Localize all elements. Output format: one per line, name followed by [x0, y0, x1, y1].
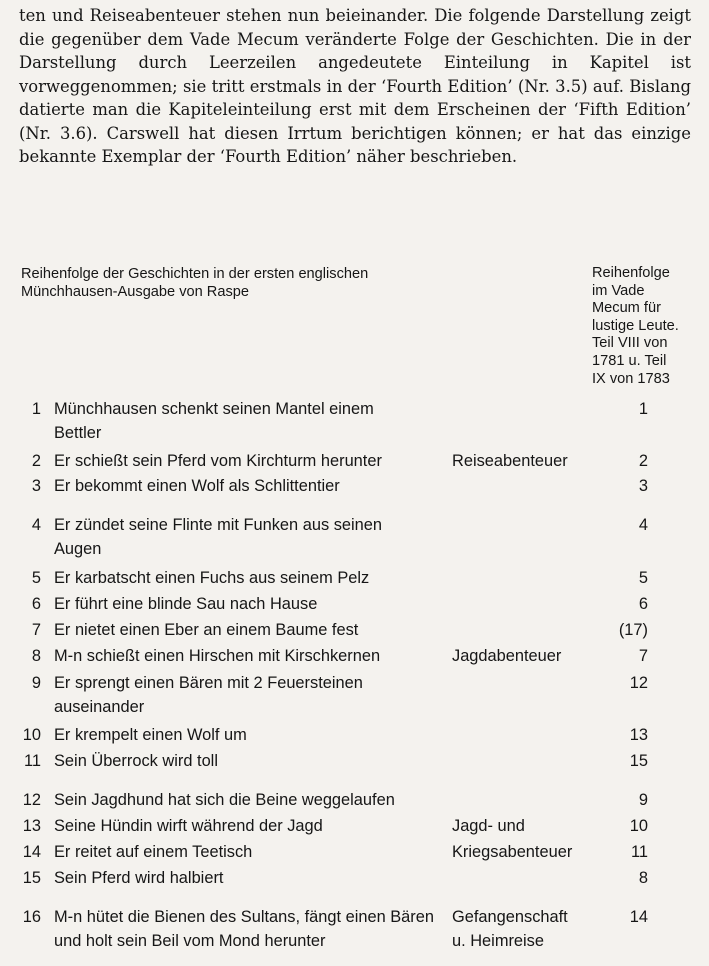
row-vm-number: 3	[638, 477, 648, 495]
row-title: Er sprengt einen Bären mit 2 Feuersteinen auseinander	[54, 674, 363, 716]
row-number: 4	[31, 516, 41, 534]
row-title: Er zündet seine Flinte mit Funken aus seinen Augen	[54, 516, 382, 558]
row-title: Er schießt sein Pferd vom Kirchturm herunter	[54, 452, 382, 470]
row-number: 11	[23, 752, 41, 770]
row-vm-number: 1	[638, 400, 648, 418]
column-header-left	[21, 265, 461, 301]
row-title: Seine Hündin wirft während der Jagd	[54, 817, 323, 835]
row-title: Sein Jagdhund hat sich die Beine weggelaufen	[54, 791, 395, 809]
row-vm-number: 8	[638, 869, 648, 887]
row-vm-number: 11	[630, 843, 648, 861]
row-number: 10	[22, 726, 41, 744]
row-category: Kriegsabenteuer	[452, 843, 573, 861]
row-title: Er bekommt einen Wolf als Schlittentier	[54, 477, 340, 495]
row-number: 1	[31, 400, 41, 418]
row-vm-number: 4	[638, 516, 648, 534]
row-category: Jagd- und	[452, 817, 525, 835]
row-number: 15	[22, 869, 41, 887]
row-number: 5	[31, 569, 41, 587]
row-number: 12	[22, 791, 41, 809]
row-vm-number: 2	[638, 452, 648, 470]
column-header-right-line: Teil VIII von	[592, 335, 668, 352]
column-header-left-line: Münchhausen-Ausgabe von Raspe	[21, 284, 249, 300]
row-vm-number: 6	[638, 595, 648, 613]
row-title: Er nietet einen Eber an einem Baume fest	[54, 621, 359, 639]
column-header-right-line: lustige Leute.	[592, 317, 679, 334]
row-number: 16	[22, 908, 41, 926]
row-title: Sein Überrock wird toll	[54, 752, 218, 770]
row-title: Er karbatscht einen Fuchs aus seinem Pelz	[54, 569, 370, 587]
column-header-right-line: Reihenfolge	[592, 265, 670, 281]
row-category: Reiseabenteuer	[452, 452, 568, 470]
row-number: 2	[31, 452, 41, 470]
column-header-right-line: IX von 1783	[592, 370, 670, 387]
row-number: 9	[31, 674, 41, 692]
row-number: 14	[22, 843, 41, 861]
row-vm-number: 14	[629, 908, 648, 926]
row-title: Er führt eine blinde Sau nach Hause	[54, 595, 318, 613]
row-vm-number: 12	[629, 674, 648, 692]
row-vm-number: 7	[638, 647, 648, 665]
intro-paragraph: ten und Reiseabenteuer stehen nun beieinander. Die folgende Darstellung zeigt die gegenüber dem Vade Mecum veränderte Folge der Geschichten. Die in der Darstellung durch Leerzeilen angedeutete Einteilung in Kapitel ist vorweggenommen; sie tritt erstmals in der ‘Fourth Edition’ (Nr. 3.5) auf. Bislang datierte man die Kapiteleinteilung erst mit dem Erscheinen der ‘Fifth Edition’ (Nr. 3.6). Carswell hat diesen Irrtum berichtigen können; er hat das einzige bekannte Exemplar der ‘Fourth Edition’ näher beschrieben.	[19, 6, 691, 166]
row-vm-number: 15	[629, 752, 648, 770]
row-category: Jagdabenteuer	[452, 647, 562, 665]
row-number: 13	[22, 817, 41, 835]
row-title: Er reitet auf einem Teetisch	[54, 843, 253, 861]
column-header-left-line: Reihenfolge der Geschichten in der ersten englischen	[21, 266, 369, 282]
row-number: 6	[31, 595, 41, 613]
row-number: 8	[31, 647, 41, 665]
row-title: Er krempelt einen Wolf um	[54, 726, 247, 744]
row-title: M-n schießt einen Hirschen mit Kirschkernen	[54, 647, 381, 665]
row-vm-number: 9	[638, 791, 648, 809]
column-header-right-line: im Vade	[592, 282, 645, 299]
row-vm-number: 13	[629, 726, 648, 744]
column-header-right-line: Mecum für	[592, 300, 661, 317]
row-vm-number: 10	[629, 817, 648, 835]
row-number: 7	[31, 621, 41, 639]
row-vm-number: 5	[638, 569, 648, 587]
column-header-right-line: 1781 u. Teil	[592, 352, 667, 369]
column-header-right	[592, 265, 707, 388]
row-title: M-n hütet die Bienen des Sultans, fängt einen Bären und holt sein Beil vom Mond herunter	[54, 908, 434, 950]
row-number: 3	[31, 477, 41, 495]
row-category: Gefangenschaft u. Heimreise	[452, 908, 568, 950]
row-vm-number: (17)	[618, 621, 648, 639]
row-title: Sein Pferd wird halbiert	[54, 869, 224, 887]
row-title: Münchhausen schenkt seinen Mantel einem Bettler	[54, 400, 374, 442]
